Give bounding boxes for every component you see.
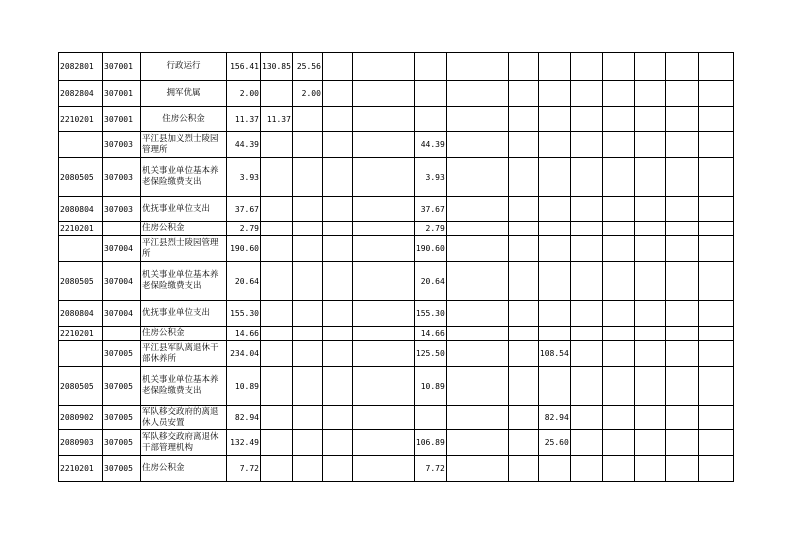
empty-cell	[698, 197, 733, 222]
amount-cell	[414, 107, 446, 132]
amount-cell	[508, 430, 538, 456]
empty-cell	[665, 81, 698, 107]
amount-cell: 25.60	[538, 430, 570, 456]
amount-cell: 10.89	[227, 367, 261, 406]
subject-code-cell	[59, 132, 103, 158]
item-name-cell: 机关事业单位基本养老保险缴费支出	[141, 367, 227, 406]
table-row	[59, 132, 734, 158]
empty-cell	[602, 132, 634, 158]
amount-cell: 190.60	[227, 236, 261, 262]
amount-cell: 132.49	[227, 430, 261, 456]
empty-cell	[698, 107, 733, 132]
empty-cell	[634, 81, 665, 107]
amount-cell	[508, 81, 538, 107]
amount-cell	[261, 197, 293, 222]
amount-cell	[352, 406, 414, 430]
amount-cell	[446, 107, 508, 132]
unit-code-cell: 307005	[103, 430, 141, 456]
amount-cell	[508, 236, 538, 262]
empty-cell	[665, 301, 698, 327]
empty-cell	[570, 158, 602, 197]
amount-cell	[538, 456, 570, 482]
empty-cell	[634, 341, 665, 367]
amount-cell	[261, 236, 293, 262]
table-row	[59, 222, 734, 236]
empty-cell	[698, 132, 733, 158]
amount-cell	[322, 197, 352, 222]
amount-cell	[352, 132, 414, 158]
amount-cell	[538, 327, 570, 341]
amount-cell	[446, 301, 508, 327]
unit-code-cell: 307005	[103, 456, 141, 482]
amount-cell	[508, 341, 538, 367]
amount-cell	[508, 158, 538, 197]
empty-cell	[634, 367, 665, 406]
amount-cell	[508, 456, 538, 482]
empty-cell	[634, 327, 665, 341]
amount-cell	[538, 81, 570, 107]
amount-cell	[352, 456, 414, 482]
empty-cell	[602, 262, 634, 301]
amount-cell	[446, 327, 508, 341]
item-name-cell: 平江县加义烈士陵园管理所	[141, 132, 227, 158]
amount-cell	[292, 456, 322, 482]
unit-code-cell	[103, 222, 141, 236]
amount-cell	[538, 262, 570, 301]
item-name-cell: 机关事业单位基本养老保险缴费支出	[141, 158, 227, 197]
empty-cell	[602, 158, 634, 197]
empty-cell	[570, 53, 602, 81]
empty-cell	[698, 301, 733, 327]
amount-cell	[538, 222, 570, 236]
empty-cell	[698, 367, 733, 406]
amount-cell	[292, 341, 322, 367]
amount-cell: 37.67	[414, 197, 446, 222]
amount-cell: 37.67	[227, 197, 261, 222]
empty-cell	[634, 236, 665, 262]
empty-cell	[570, 430, 602, 456]
item-name-cell: 平江县烈士陵园管理所	[141, 236, 227, 262]
empty-cell	[602, 53, 634, 81]
empty-cell	[665, 53, 698, 81]
item-name-cell: 拥军优属	[141, 81, 227, 107]
amount-cell: 106.89	[414, 430, 446, 456]
table-row	[59, 301, 734, 327]
empty-cell	[665, 107, 698, 132]
empty-cell	[634, 262, 665, 301]
amount-cell: 156.41	[227, 53, 261, 81]
amount-cell	[508, 367, 538, 406]
empty-cell	[602, 197, 634, 222]
amount-cell	[322, 53, 352, 81]
empty-cell	[665, 341, 698, 367]
empty-cell	[698, 430, 733, 456]
amount-cell	[538, 132, 570, 158]
empty-cell	[698, 456, 733, 482]
amount-cell: 11.37	[261, 107, 293, 132]
amount-cell: 2.00	[292, 81, 322, 107]
amount-cell	[352, 327, 414, 341]
table-row	[59, 406, 734, 430]
unit-code-cell: 307005	[103, 341, 141, 367]
amount-cell	[261, 456, 293, 482]
empty-cell	[634, 107, 665, 132]
amount-cell	[508, 197, 538, 222]
table-row	[59, 197, 734, 222]
amount-cell	[261, 132, 293, 158]
empty-cell	[602, 406, 634, 430]
amount-cell: 11.37	[227, 107, 261, 132]
empty-cell	[570, 341, 602, 367]
empty-cell	[665, 158, 698, 197]
item-name-cell: 住房公积金	[141, 222, 227, 236]
empty-cell	[634, 406, 665, 430]
subject-code-cell: 2080902	[59, 406, 103, 430]
amount-cell	[261, 327, 293, 341]
amount-cell	[261, 301, 293, 327]
amount-cell: 125.50	[414, 341, 446, 367]
table-row	[59, 81, 734, 107]
table-row	[59, 236, 734, 262]
amount-cell	[446, 456, 508, 482]
subject-code-cell: 2210201	[59, 327, 103, 341]
amount-cell	[292, 236, 322, 262]
amount-cell	[261, 430, 293, 456]
table-row	[59, 430, 734, 456]
amount-cell	[508, 301, 538, 327]
amount-cell	[446, 406, 508, 430]
unit-code-cell: 307003	[103, 132, 141, 158]
amount-cell	[538, 367, 570, 406]
unit-code-cell: 307004	[103, 262, 141, 301]
amount-cell	[446, 236, 508, 262]
empty-cell	[665, 197, 698, 222]
amount-cell: 20.64	[414, 262, 446, 301]
subject-code-cell: 2210201	[59, 222, 103, 236]
amount-cell	[352, 301, 414, 327]
empty-cell	[634, 301, 665, 327]
subject-code-cell: 2080903	[59, 430, 103, 456]
amount-cell: 2.79	[227, 222, 261, 236]
amount-cell	[322, 107, 352, 132]
subject-code-cell: 2080505	[59, 262, 103, 301]
amount-cell	[352, 107, 414, 132]
amount-cell	[261, 81, 293, 107]
amount-cell	[538, 158, 570, 197]
amount-cell	[322, 367, 352, 406]
amount-cell: 25.56	[292, 53, 322, 81]
amount-cell	[538, 236, 570, 262]
amount-cell: 2.00	[227, 81, 261, 107]
empty-cell	[634, 456, 665, 482]
amount-cell	[352, 430, 414, 456]
table-row	[59, 341, 734, 367]
amount-cell	[508, 132, 538, 158]
amount-cell	[352, 262, 414, 301]
amount-cell	[292, 222, 322, 236]
empty-cell	[602, 81, 634, 107]
amount-cell	[261, 222, 293, 236]
item-name-cell: 军队移交政府的离退休人员安置	[141, 406, 227, 430]
amount-cell	[508, 406, 538, 430]
empty-cell	[570, 301, 602, 327]
amount-cell: 20.64	[227, 262, 261, 301]
amount-cell	[322, 406, 352, 430]
table-row	[59, 53, 734, 81]
amount-cell	[538, 53, 570, 81]
unit-code-cell: 307004	[103, 301, 141, 327]
empty-cell	[665, 222, 698, 236]
subject-code-cell: 2080804	[59, 301, 103, 327]
amount-cell	[292, 107, 322, 132]
amount-cell	[446, 53, 508, 81]
unit-code-cell: 307004	[103, 236, 141, 262]
amount-cell: 10.89	[414, 367, 446, 406]
unit-code-cell: 307005	[103, 406, 141, 430]
empty-cell	[602, 341, 634, 367]
amount-cell	[352, 367, 414, 406]
amount-cell: 14.66	[227, 327, 261, 341]
amount-cell: 155.30	[414, 301, 446, 327]
empty-cell	[570, 107, 602, 132]
empty-cell	[570, 236, 602, 262]
empty-cell	[602, 236, 634, 262]
amount-cell	[508, 327, 538, 341]
amount-cell	[414, 53, 446, 81]
amount-cell	[352, 158, 414, 197]
subject-code-cell	[59, 341, 103, 367]
empty-cell	[570, 132, 602, 158]
amount-cell	[352, 53, 414, 81]
amount-cell	[322, 262, 352, 301]
amount-cell: 44.39	[414, 132, 446, 158]
amount-cell	[446, 262, 508, 301]
item-name-cell: 行政运行	[141, 53, 227, 81]
empty-cell	[634, 222, 665, 236]
amount-cell	[508, 53, 538, 81]
amount-cell: 108.54	[538, 341, 570, 367]
empty-cell	[634, 197, 665, 222]
subject-code-cell: 2082801	[59, 53, 103, 81]
amount-cell: 155.30	[227, 301, 261, 327]
item-name-cell: 住房公积金	[141, 456, 227, 482]
empty-cell	[570, 262, 602, 301]
amount-cell	[322, 158, 352, 197]
empty-cell	[698, 158, 733, 197]
amount-cell: 190.60	[414, 236, 446, 262]
amount-cell	[322, 430, 352, 456]
unit-code-cell: 307001	[103, 81, 141, 107]
amount-cell: 82.94	[227, 406, 261, 430]
empty-cell	[665, 132, 698, 158]
empty-cell	[634, 158, 665, 197]
table-row	[59, 327, 734, 341]
empty-cell	[698, 222, 733, 236]
unit-code-cell: 307001	[103, 107, 141, 132]
subject-code-cell: 2080505	[59, 367, 103, 406]
table-row	[59, 107, 734, 132]
empty-cell	[570, 81, 602, 107]
empty-cell	[602, 456, 634, 482]
empty-cell	[570, 367, 602, 406]
amount-cell	[352, 81, 414, 107]
amount-cell	[261, 406, 293, 430]
subject-code-cell: 2080804	[59, 197, 103, 222]
empty-cell	[570, 222, 602, 236]
amount-cell	[322, 132, 352, 158]
subject-code-cell: 2210201	[59, 107, 103, 132]
amount-cell	[508, 262, 538, 301]
item-name-cell: 优抚事业单位支出	[141, 301, 227, 327]
subject-code-cell	[59, 236, 103, 262]
amount-cell	[446, 367, 508, 406]
amount-cell	[446, 197, 508, 222]
amount-cell	[292, 406, 322, 430]
empty-cell	[698, 406, 733, 430]
item-name-cell: 住房公积金	[141, 327, 227, 341]
item-name-cell: 平江县军队离退休干部休养所	[141, 341, 227, 367]
amount-cell	[261, 262, 293, 301]
item-name-cell: 住房公积金	[141, 107, 227, 132]
empty-cell	[665, 456, 698, 482]
amount-cell: 44.39	[227, 132, 261, 158]
amount-cell	[446, 132, 508, 158]
empty-cell	[634, 53, 665, 81]
empty-cell	[665, 262, 698, 301]
empty-cell	[698, 341, 733, 367]
amount-cell	[292, 327, 322, 341]
amount-cell	[292, 197, 322, 222]
empty-cell	[634, 430, 665, 456]
amount-cell	[538, 107, 570, 132]
amount-cell: 82.94	[538, 406, 570, 430]
empty-cell	[570, 456, 602, 482]
amount-cell	[352, 236, 414, 262]
amount-cell	[508, 222, 538, 236]
amount-cell	[292, 301, 322, 327]
amount-cell: 3.93	[227, 158, 261, 197]
item-name-cell: 机关事业单位基本养老保险缴费支出	[141, 262, 227, 301]
empty-cell	[698, 327, 733, 341]
amount-cell	[538, 197, 570, 222]
amount-cell	[538, 301, 570, 327]
amount-cell	[322, 81, 352, 107]
amount-cell	[446, 158, 508, 197]
amount-cell: 7.72	[414, 456, 446, 482]
empty-cell	[602, 430, 634, 456]
unit-code-cell: 307005	[103, 367, 141, 406]
table-row	[59, 456, 734, 482]
amount-cell	[508, 107, 538, 132]
amount-cell	[322, 327, 352, 341]
amount-cell	[322, 341, 352, 367]
amount-cell	[322, 222, 352, 236]
amount-cell	[322, 456, 352, 482]
unit-code-cell: 307003	[103, 197, 141, 222]
amount-cell	[292, 132, 322, 158]
amount-cell	[261, 158, 293, 197]
amount-cell	[414, 81, 446, 107]
amount-cell	[446, 81, 508, 107]
amount-cell	[292, 367, 322, 406]
empty-cell	[602, 107, 634, 132]
table-row	[59, 158, 734, 197]
item-name-cell: 优抚事业单位支出	[141, 197, 227, 222]
empty-cell	[634, 132, 665, 158]
subject-code-cell: 2082804	[59, 81, 103, 107]
empty-cell	[665, 406, 698, 430]
empty-cell	[570, 327, 602, 341]
amount-cell: 3.93	[414, 158, 446, 197]
empty-cell	[602, 327, 634, 341]
empty-cell	[602, 367, 634, 406]
amount-cell	[352, 222, 414, 236]
empty-cell	[570, 406, 602, 430]
unit-code-cell: 307001	[103, 53, 141, 81]
amount-cell	[292, 262, 322, 301]
amount-cell	[261, 367, 293, 406]
empty-cell	[665, 367, 698, 406]
amount-cell: 7.72	[227, 456, 261, 482]
empty-cell	[698, 236, 733, 262]
subject-code-cell: 2210201	[59, 456, 103, 482]
table-row	[59, 367, 734, 406]
amount-cell	[446, 341, 508, 367]
item-name-cell: 军队移交政府离退休干部管理机构	[141, 430, 227, 456]
amount-cell	[414, 406, 446, 430]
amount-cell	[322, 301, 352, 327]
amount-cell: 234.04	[227, 341, 261, 367]
amount-cell	[352, 197, 414, 222]
amount-cell: 2.79	[414, 222, 446, 236]
amount-cell	[446, 430, 508, 456]
unit-code-cell: 307003	[103, 158, 141, 197]
empty-cell	[570, 197, 602, 222]
amount-cell	[292, 158, 322, 197]
budget-table	[58, 52, 734, 482]
amount-cell	[261, 341, 293, 367]
empty-cell	[602, 301, 634, 327]
amount-cell	[292, 430, 322, 456]
empty-cell	[698, 81, 733, 107]
empty-cell	[665, 236, 698, 262]
amount-cell	[446, 222, 508, 236]
empty-cell	[698, 53, 733, 81]
amount-cell	[352, 341, 414, 367]
empty-cell	[698, 262, 733, 301]
amount-cell: 130.85	[261, 53, 293, 81]
subject-code-cell: 2080505	[59, 158, 103, 197]
amount-cell: 14.66	[414, 327, 446, 341]
unit-code-cell	[103, 327, 141, 341]
empty-cell	[665, 430, 698, 456]
amount-cell	[322, 236, 352, 262]
table-row	[59, 262, 734, 301]
empty-cell	[602, 222, 634, 236]
empty-cell	[665, 327, 698, 341]
